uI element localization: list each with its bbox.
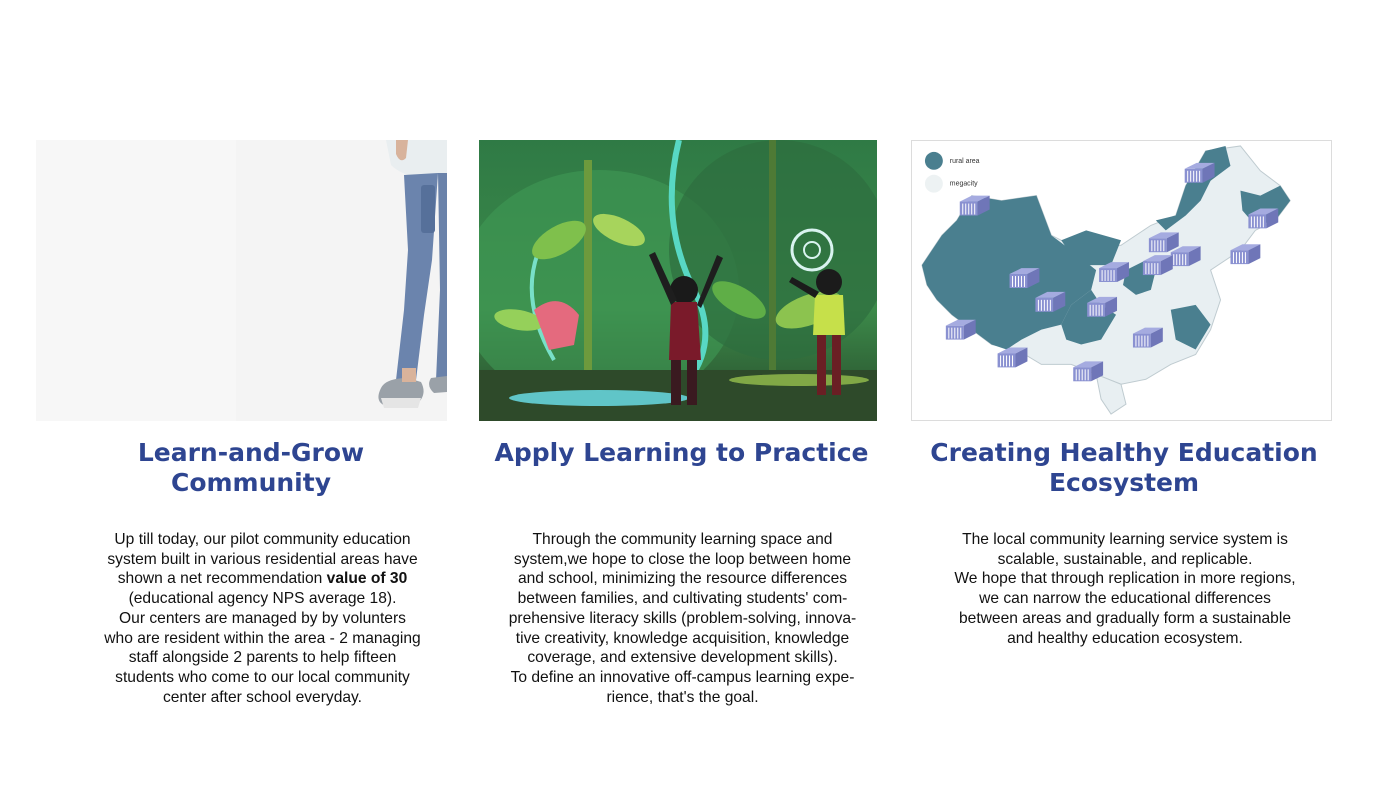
walking-person-photo bbox=[36, 140, 447, 421]
body-line: prehensive literacy skills (problem-solving, innova- bbox=[508, 609, 857, 627]
body-line: coverage, and extensive development skills). bbox=[527, 649, 838, 667]
body-line: we can narrow the educational differences bbox=[979, 590, 1271, 608]
panel-title-learn-and-grow bbox=[96, 438, 406, 498]
panel-body-apply-learning bbox=[490, 530, 875, 707]
body-line: center after school everyday. bbox=[162, 688, 363, 706]
body-line: Through the community learning space and bbox=[532, 531, 833, 548]
panel-body-learn-and-grow bbox=[80, 530, 445, 707]
megacity-legend-label: megacity bbox=[949, 180, 978, 188]
body-line: and school, minimizing the resource differences bbox=[517, 570, 848, 588]
children-interactive-forest-photo bbox=[479, 140, 877, 421]
body-line: To define an innovative off-campus learning expe- bbox=[510, 668, 855, 686]
rural-area-legend-label: rural area bbox=[949, 157, 980, 165]
panel-title-apply-learning bbox=[479, 438, 884, 468]
body-line: students who come to our local community bbox=[115, 668, 410, 686]
body-line: scalable, sustainable, and replicable. bbox=[997, 550, 1253, 568]
body-line: (educational agency NPS average 18). bbox=[128, 590, 397, 608]
body-line: tive creativity, knowledge acquisition, knowledge bbox=[515, 629, 850, 647]
body-line: system,we hope to close the loop between home bbox=[513, 550, 852, 568]
body-line: between families, and cultivating students' com- bbox=[517, 590, 848, 608]
body-line: staff alongside 2 parents to help fifteen bbox=[128, 649, 397, 667]
body-line: We hope that through replication in more regions, bbox=[954, 570, 1296, 588]
nps-value: value of 30 bbox=[326, 570, 408, 588]
title-line: Creating Healthy Education bbox=[930, 438, 1318, 467]
body-line: system built in various residential areas have bbox=[107, 550, 418, 568]
panel-title-healthy-ecosystem bbox=[914, 438, 1334, 498]
title-line: Community bbox=[170, 468, 332, 497]
body-line: Up till today, our pilot community education bbox=[114, 531, 411, 548]
map-illustration bbox=[912, 141, 1331, 420]
megacity-legend-dot bbox=[925, 175, 943, 193]
body-line: and healthy education ecosystem. bbox=[1007, 629, 1243, 647]
body-line: The local community learning service system is bbox=[962, 531, 1288, 548]
body-line: Our centers are managed by by volunters bbox=[119, 609, 406, 627]
body-line: who are resident within the area - 2 managing bbox=[104, 629, 421, 647]
rural-area-legend-dot bbox=[925, 152, 943, 170]
title-line: Ecosystem bbox=[1048, 468, 1200, 497]
panel-body-healthy-ecosystem bbox=[930, 530, 1320, 648]
title-line: Learn-and-Grow bbox=[137, 438, 365, 467]
walking-person-illustration bbox=[36, 140, 447, 421]
body-line: rience, that's the goal. bbox=[606, 688, 759, 706]
china-map bbox=[911, 140, 1332, 421]
body-line-nps bbox=[80, 569, 445, 589]
forest-wall-illustration bbox=[479, 140, 877, 421]
body-line: between areas and gradually form a sustainable bbox=[958, 609, 1291, 627]
nps-prefix: shown a net recommendation bbox=[117, 570, 327, 588]
building-icon bbox=[998, 348, 1028, 368]
title-line: Apply Learning to Practice bbox=[494, 438, 869, 467]
building-icon bbox=[946, 320, 976, 340]
